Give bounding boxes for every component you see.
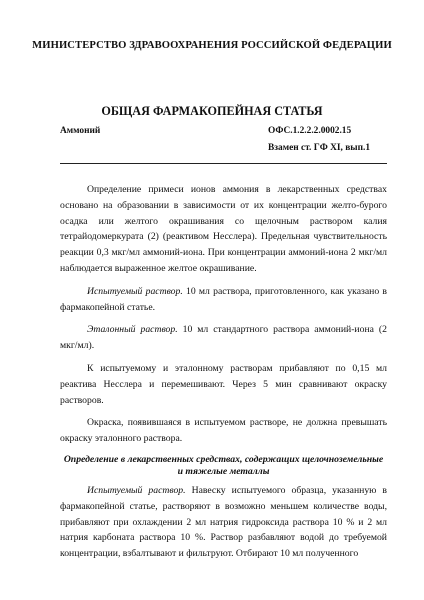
paragraph-test-solution (60, 284, 387, 316)
document-body (60, 182, 387, 569)
reference-solution-label: Эталонный раствор. (87, 324, 178, 336)
paragraph-procedure: К испытуемому и эталонному растворам прибавляют по 0,15 мл реактива Несслера и перемешивают. Через 5 мин сравнивают окраску растворов. (60, 362, 387, 406)
test-solution-metals-text: Навеску испытуемого образца, указанную в фармакопейной статье, растворяют в возможно меньшем количестве воды, прибавляют при охлаждении 2 мл натрия гидроксида раствора 10 % и 2 мл натрия карбоната раствора 10 %. Раствор разбавляют водой до требуемой концентрации, взбалтывают и фильтруют. Отбирают 10 мл полученного (60, 484, 387, 560)
test-solution-text: 10 мл раствора, приготовленного, как указано в фармакопейной статье. (60, 285, 387, 313)
paragraph-principle: Определение примеси ионов аммония в лекарственных средствах основано на образовании в зависимости от их концентрации желто-бурого осадка или желтого окрашивания со щелочным раствором калия тетрайодомеркурата (2) (реактивом Несслера). Предельная чувствительность реакции 0,3 мкг/мл аммоний-иона. При концентрации аммоний-иона 2 мкг/мл наблюдается выраженное желтое окрашивание. (60, 184, 387, 274)
test-solution-metals-label: Испытуемый раствор. (87, 484, 186, 496)
article-replaces: Взамен ст. ГФ XI, вып.1 (268, 143, 371, 153)
reference-solution-text: 10 мл стандартного раствора аммоний-иона (2 мкг/мл). (60, 324, 387, 352)
article-name: Аммоний (60, 126, 101, 136)
article-code: ОФС.1.2.2.2.0002.15 (268, 126, 352, 136)
ministry-heading: МИНИСТЕРСТВО ЗДРАВООХРАНЕНИЯ РОССИЙСКОЙ ФЕДЕРАЦИИ (32, 40, 392, 51)
paragraph-test-solution-metals (60, 483, 387, 562)
paragraph-criterion: Окраска, появившаяся в испытуемом растворе, не должна превышать окраску эталонного раствора. (60, 417, 387, 445)
paragraph-reference-solution (60, 322, 387, 354)
document-title: ОБЩАЯ ФАРМАКОПЕЙНАЯ СТАТЬЯ (101, 104, 323, 118)
section-subheading: Определение в лекарственных средствах, содержащих щелочноземельные и тяжелые металлы (63, 453, 384, 478)
test-solution-label: Испытуемый раствор. (87, 285, 183, 297)
header-divider (60, 163, 387, 164)
